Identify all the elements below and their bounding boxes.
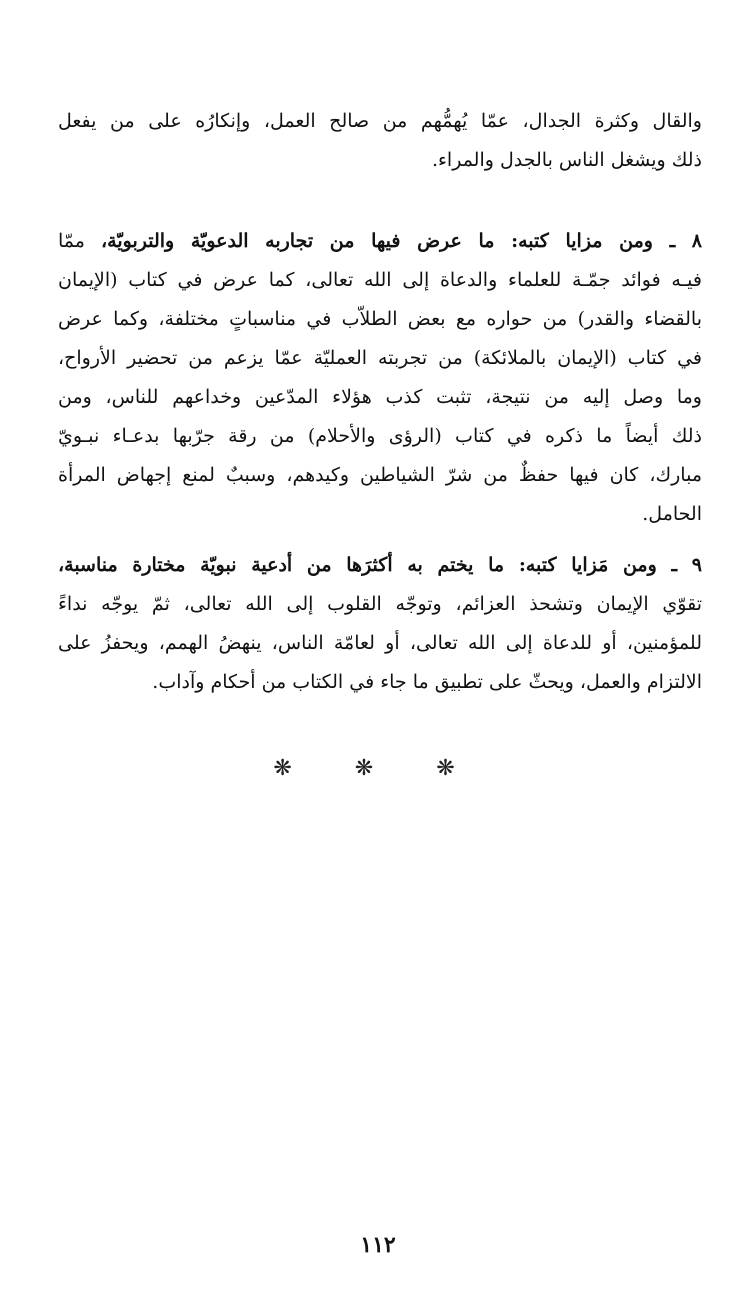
point-9-heading: ٩ ـ ومن مَزايا كتبه: ما يختم به أكثرَها من أدعية نبويّة مختارة مناسبة،	[58, 554, 702, 576]
point-8-heading: ٨ ـ ومن مزايا كتبه: ما عرض فيها من تجاربه الدعويّة والتربويّة،	[101, 230, 703, 252]
text-line	[58, 222, 702, 261]
page-number: ١١٢	[360, 1232, 396, 1258]
text-line: وما وصل إليه من نتيجة، تثبت كذب هؤلاء المدّعين وخداعهم للناس، ومن	[58, 386, 702, 408]
text-line: تقوّي الإيمان وتشحذ العزائم، وتوجّه القلوب إلى الله تعالى، ثمّ يوجّه نداءً	[58, 593, 702, 615]
paragraph-point-8	[58, 222, 702, 534]
text-line: مبارك، كان فيها حفظٌ من شرّ الشياطين وكيدهم، وسببٌ لمنع إجهاض المرأة	[58, 464, 702, 486]
text-line: للمؤمنين، أو للدعاة إلى الله تعالى، أو لعامّة الناس، ينهضُ الهمم، ويحفزُ على	[58, 632, 702, 654]
section-separator: ❋ ❋ ❋	[273, 756, 483, 781]
paragraph-continuation	[58, 102, 702, 180]
text-line: والقال وكثرة الجدال، عمّا يُهمُّهم من صالح العمل، وإنكارُه على من يفعل	[58, 110, 702, 132]
text-line: فيـه فوائد جمّـة للعلماء والدعاة إلى الله تعالى، كما عرض في كتاب (الإيمان	[58, 269, 702, 291]
text-line: ذلك ويشغل الناس بالجدل والمراء.	[431, 149, 702, 171]
text-line: في كتاب (الإيمان بالملائكة) من تجربته العمليّة عمّا يزعم من تحضير الأرواح،	[58, 347, 702, 369]
text-line: ذلك أيضاً ما ذكره في كتاب (الرؤى والأحلام) من رقة جرّبها بدعـاء نبـويّ	[58, 425, 702, 447]
text-fragment: ممّا	[58, 230, 102, 252]
text-line: بالقضاء والقدر) من حواره مع بعض الطلاّب في مناسباتٍ مختلفة، وكما عرض	[58, 308, 702, 330]
text-line: الالتزام والعمل، ويحثّ على تطبيق ما جاء في الكتاب من أحكام وآداب.	[152, 671, 702, 693]
paragraph-point-9	[58, 546, 702, 702]
text-line: الحامل.	[642, 503, 702, 525]
